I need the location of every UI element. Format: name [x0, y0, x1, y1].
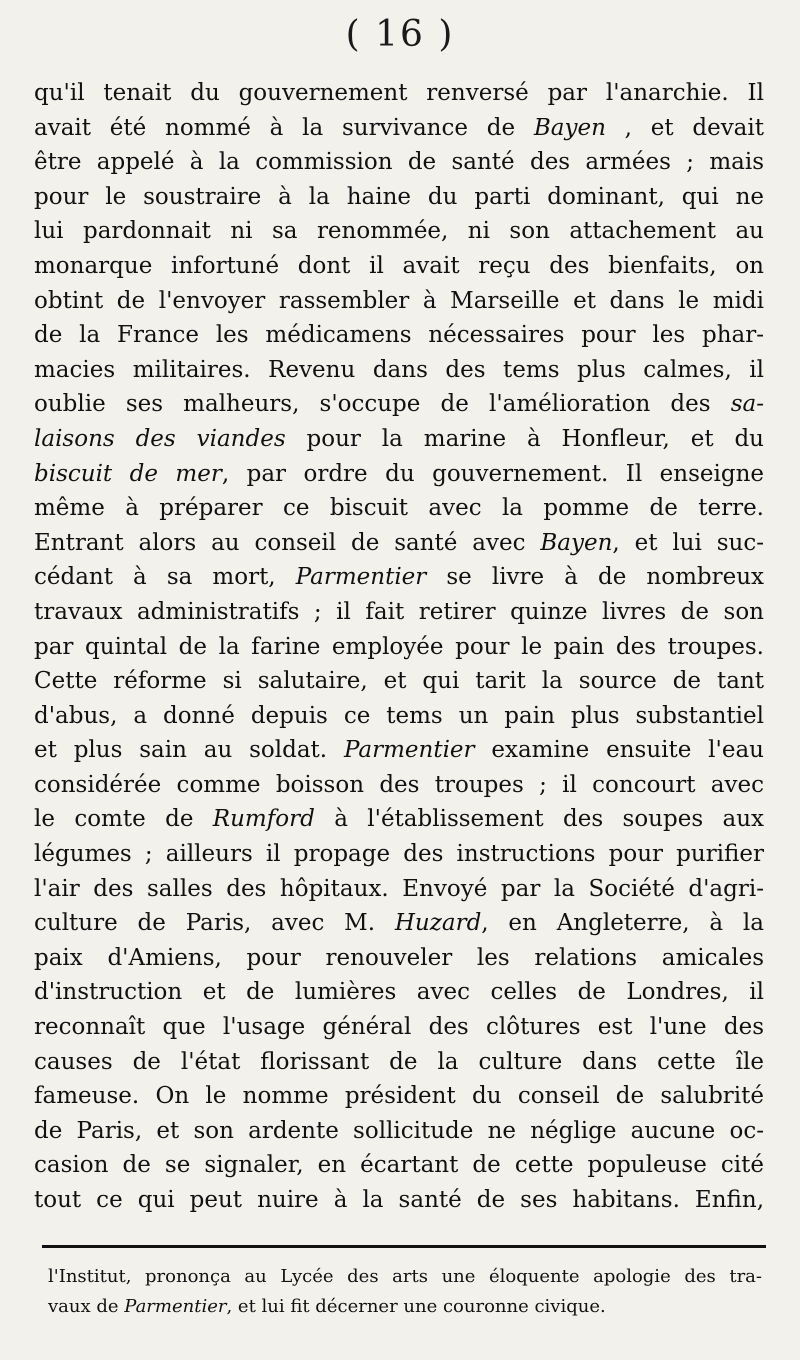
italic-text: Parmentier	[343, 737, 475, 764]
italic-text: Rumford	[212, 806, 315, 833]
text-segment: de la France les médicamens nécessaires pour les phar-	[34, 322, 764, 349]
italic-text: Huzard	[394, 910, 482, 937]
text-segment: paix d'Amiens, pour renouveler les relations amicales	[34, 944, 764, 971]
text-segment: obtint de l'envoyer rassembler à Marseille et dans le midi	[34, 287, 764, 314]
text-segment: lui pardonnait ni sa renommée, ni son attachement au	[34, 218, 764, 245]
text-segment: par quintal de la farine employée pour le pain des troupes.	[34, 633, 764, 660]
text-segment: Cette réforme si salutaire, et qui tarit la source de tant	[34, 668, 764, 695]
italic-text: sa-	[730, 391, 764, 418]
text-line	[34, 802, 764, 837]
text-segment: cédant à sa mort,	[34, 564, 296, 591]
text-line	[34, 1148, 764, 1183]
text-line	[34, 457, 764, 492]
text-segment: considérée comme boisson des troupes ; il concourt avec	[34, 771, 764, 798]
text-segment: tout ce qui peut nuire à la santé de ses habitans. Enfin,	[34, 1187, 764, 1213]
text-segment: , et devait	[605, 114, 764, 141]
text-line	[34, 249, 764, 284]
text-segment: macies militaires. Revenu dans des tems plus calmes, il	[34, 356, 764, 383]
text-segment: légumes ; ailleurs il propage des instructions pour purifier	[34, 841, 764, 868]
text-line	[34, 975, 764, 1010]
text-line	[34, 284, 764, 319]
footnote-line	[48, 1262, 762, 1292]
text-segment: être appelé à la commission de santé des armées ; mais	[34, 149, 764, 176]
text-line	[34, 526, 764, 561]
text-line	[34, 733, 764, 768]
text-segment: se livre à de nombreux	[426, 564, 764, 591]
text-line	[34, 214, 764, 249]
footnote-rule	[42, 1245, 766, 1248]
text-line	[34, 699, 764, 734]
text-segment: examine ensuite l'eau	[474, 737, 764, 764]
text-line	[34, 872, 764, 907]
text-segment: et plus sain au soldat.	[34, 737, 344, 764]
text-line	[34, 111, 764, 146]
text-segment: d'abus, a donné depuis ce tems un pain plus substantiel	[34, 702, 764, 729]
text-segment: reconnaît que l'usage général des clôtures est l'une des	[34, 1014, 764, 1041]
text-line	[34, 422, 764, 457]
italic-text: Parmentier	[295, 564, 427, 591]
text-segment: le comte de	[34, 806, 213, 833]
text-segment: , par ordre du gouvernement. Il enseigne	[221, 460, 764, 487]
text-line	[34, 768, 764, 803]
text-segment: même à préparer ce biscuit avec la pomme de terre.	[34, 495, 764, 522]
italic-text: biscuit de mer	[34, 460, 222, 487]
text-segment: causes de l'état florissant de la culture dans cette île	[34, 1048, 764, 1075]
text-segment: l'Institut, prononça au Lycée des arts une éloquente apologie des tra-	[48, 1266, 762, 1287]
text-line	[34, 1079, 764, 1114]
text-segment: travaux administratifs ; il fait retirer quinze livres de son	[34, 598, 764, 625]
text-segment: d'instruction et de lumières avec celles de Londres, il	[34, 979, 764, 1006]
text-line	[34, 560, 764, 595]
text-line	[34, 630, 764, 665]
text-segment: de Paris, et son ardente sollicitude ne néglige aucune oc-	[34, 1117, 764, 1144]
footnote-line	[48, 1292, 762, 1322]
italic-text: Parmentier	[124, 1296, 227, 1317]
italic-text: Bayen	[540, 529, 613, 556]
text-line	[34, 353, 764, 388]
text-segment: fameuse. On le nomme président du conseil de salubrité	[34, 1083, 764, 1110]
text-segment: , et lui fit décerner une couronne civique.	[226, 1296, 606, 1317]
text-segment: pour la marine à Honfleur, et du	[285, 425, 764, 452]
text-line	[34, 941, 764, 976]
text-line	[34, 145, 764, 180]
text-segment: l'air des salles des hôpitaux. Envoyé par la Société d'agri-	[34, 875, 764, 902]
text-line	[34, 837, 764, 872]
italic-text: Bayen	[533, 114, 606, 141]
text-segment: vaux de	[48, 1296, 125, 1317]
text-segment: pour le soustraire à la haine du parti dominant, qui ne	[34, 183, 764, 210]
text-segment: casion de se signaler, en écartant de cette populeuse cité	[34, 1152, 764, 1179]
text-segment: , en Angleterre, à la	[481, 910, 765, 937]
text-line	[34, 76, 764, 111]
text-line	[34, 491, 764, 526]
text-line	[34, 1010, 764, 1045]
text-line	[34, 1045, 764, 1080]
page-number: ( 16 )	[345, 14, 455, 55]
text-line	[34, 318, 764, 353]
footnote	[48, 1262, 762, 1322]
text-line	[34, 1114, 764, 1149]
text-line	[34, 387, 764, 422]
text-segment: avait été nommé à la survivance de	[34, 114, 534, 141]
text-segment: monarque infortuné dont il avait reçu des bienfaits, on	[34, 252, 764, 279]
italic-text: laisons des viandes	[34, 425, 286, 452]
text-line	[34, 595, 764, 630]
text-line	[34, 1183, 764, 1218]
text-line	[34, 906, 764, 941]
text-segment: qu'il tenait du gouvernement renversé par l'anarchie. Il	[34, 80, 764, 106]
text-segment: oublie ses malheurs, s'occupe de l'amélioration des	[34, 391, 731, 418]
text-segment: Entrant alors au conseil de santé avec	[34, 529, 541, 556]
text-line	[34, 664, 764, 699]
text-segment: culture de Paris, avec M.	[34, 910, 395, 937]
text-segment: , et lui suc-	[612, 529, 764, 556]
text-line	[34, 180, 764, 215]
text-segment: à l'établissement des soupes aux	[314, 806, 764, 833]
body-text	[34, 76, 764, 1218]
